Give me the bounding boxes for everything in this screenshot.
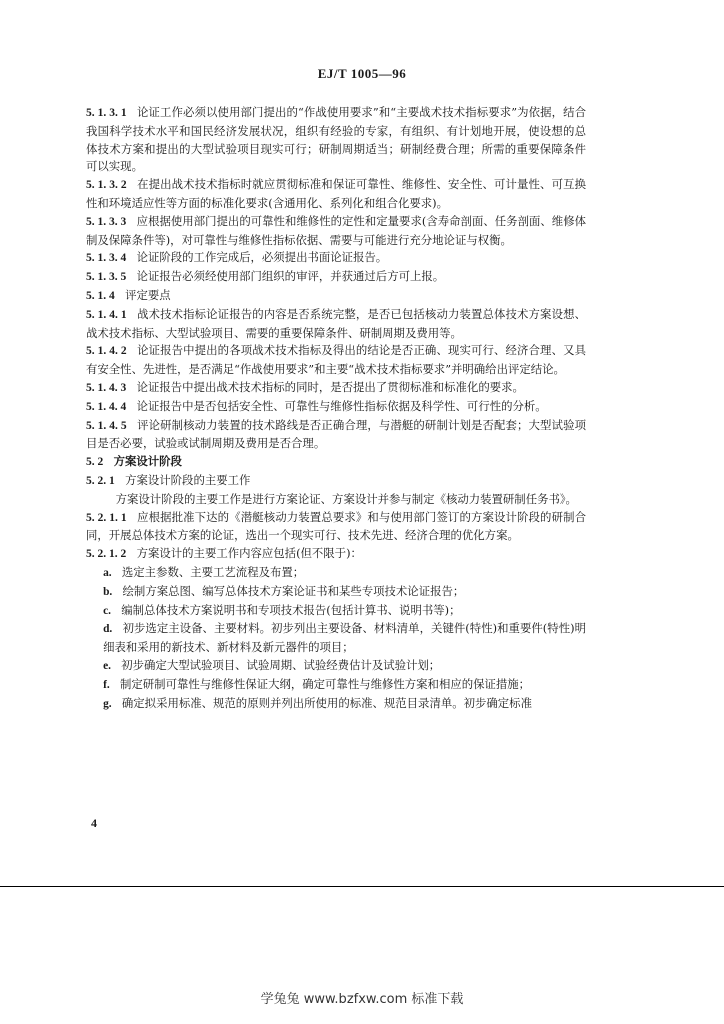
document-body [86, 104, 586, 713]
clause-5-1-3-5 [86, 268, 586, 287]
clause-number: 5. 1. 3. 2 [86, 179, 127, 192]
bottom-divider [0, 886, 724, 887]
clause-number: 5. 2. 1 [86, 474, 115, 487]
clause-number: 5. 1. 4. 2 [86, 345, 127, 358]
clause-number: 5. 1. 4. 1 [86, 308, 127, 321]
clause-number: 5. 1. 4. 5 [86, 419, 127, 432]
clause-text: 在提出战术技术指标时就应贯彻标准和保证可靠性、维修性、安全性、可计量性、可互换性和环境适应性等方面的标准化要求(含通用化、系列化和组合化要求)。 [86, 177, 586, 210]
watermark-footer: 学兔兔 www.bzfxw.com 标准下载 [260, 992, 464, 1007]
item-text: 初步确定大型试验项目、试验周期、试验经费估计及试验计划； [121, 657, 441, 672]
clause-5-1-4-4 [86, 398, 586, 417]
clause-text: 评论研制核动力装置的技术路线是否正确合理，与潜艇的研制计划是否配套；大型试验项目是否必要，试验或试制周期及费用是否合理。 [86, 417, 586, 451]
clause-text: 战术技术指标论证报告的内容是否系统完整，是否已包括核动力装置总体技术方案设想、战术技术指标、大型试验项目、需要的重要保障条件、研制周期及费用等。 [86, 306, 586, 340]
clause-text: 方案设计的主要工作内容应包括(但不限于)： [136, 546, 362, 561]
clause-number: 5. 1. 3. 5 [86, 271, 127, 284]
clause-text: 论证报告中是否包括安全性、可靠性与维修性指标依据及科学性、可行性的分析。 [136, 398, 547, 413]
list-item-a [86, 564, 586, 583]
item-text: 绘制方案总图、编写总体技术方案论证书和某些专项技术论证报告； [122, 583, 465, 598]
item-letter: b. [103, 585, 113, 598]
clause-text: 论证工作必须以使用部门提出的“作战使用要求”和“主要战术技术指标要求”为依据，结合我国科学技术水平和国民经济发展状况，组织有经验的专家，有组织、有计划地开展，使设想的总体技术方案和提出的大型试验项目现实可行；研制周期适当；研制经费合理；所需的重要保障条件可以实现。 [86, 105, 587, 174]
item-letter: d. [103, 623, 113, 636]
clause-text: 论证阶段的工作完成后，必须提出书面论证报告。 [136, 250, 388, 265]
item-text: 编制总体技术方案说明书和专项技术报告(包括计算书、说明书等)； [121, 602, 461, 617]
clause-5-1-4-3 [86, 379, 586, 398]
clause-text: 应根据批准下达的《潜艇核动力装置总要求》和与使用部门签订的方案设计阶段的研制合同，开展总体技术方案的论证，选出一个现实可行、技术先进、经济合理的优化方案。 [86, 509, 586, 543]
clause-number: 5. 1. 4 [86, 289, 115, 302]
clause-5-1-3-4 [86, 249, 586, 268]
section-number: 5. 2 [86, 456, 104, 469]
list-item-c [86, 602, 586, 621]
clause-5-2-1-heading [86, 472, 586, 491]
section-heading-text: 方案设计阶段 [113, 454, 182, 469]
section-intro-paragraph [86, 491, 586, 509]
item-letter: g. [103, 697, 112, 710]
clause-number: 5. 1. 4. 4 [86, 400, 127, 413]
clause-5-2-1-2 [86, 545, 586, 564]
item-text: 确定拟采用标准、规范的原则并列出所使用的标准、规范目录清单。初步确定标准 [121, 695, 532, 710]
item-text: 选定主参数、主要工艺流程及布置； [121, 564, 305, 579]
list-item-g [86, 695, 586, 714]
section-5-2-heading [86, 453, 586, 472]
clause-text: 论证报告必须经使用部门组织的审评，并获通过后方可上报。 [136, 269, 445, 284]
clause-heading-text: 评定要点 [125, 287, 171, 302]
item-letter: a. [103, 566, 112, 579]
clause-5-1-3-2 [86, 176, 586, 213]
list-item-f [86, 676, 586, 695]
clause-5-1-3-3 [86, 213, 586, 250]
paragraph-text: 方案设计阶段的主要工作是进行方案论证、方案设计并参与制定《核动力装置研制任务书》。 [115, 491, 577, 506]
clause-5-1-4-1 [86, 306, 586, 343]
clause-text: 应根据使用部门提出的可靠性和维修性的定性和定量要求(含寿命剖面、任务剖面、维修体制及保障条件等)，对可靠性与维修性指标依据、需要与可能进行充分地论证与权衡。 [86, 213, 587, 247]
clause-heading-text: 方案设计阶段的主要工作 [125, 472, 251, 487]
clause-5-1-4-5 [86, 417, 586, 454]
item-letter: c. [103, 604, 111, 617]
item-text: 初步选定主设备、主要材料。初步列出主要设备、材料清单，关键件(特性)和重要件(特性)明细表和采用的新技术、新材料及新元器件的项目； [103, 621, 586, 655]
clause-text: 论证报告中提出的各项战术技术指标及得出的结论是否正确、现实可行、经济合理、又具有安全性、先进性，是否满足“作战使用要求”和主要“战术技术指标要求”并明确给出评定结论。 [86, 343, 586, 377]
clause-5-2-1-1 [86, 509, 586, 546]
page-number: 4 [91, 816, 97, 830]
clause-number: 5. 2. 1. 1 [86, 511, 127, 524]
clause-number: 5. 1. 4. 3 [86, 381, 127, 394]
clause-5-1-4-2 [86, 342, 586, 379]
clause-5-1-3-1 [86, 104, 586, 176]
document-code-header: EJ/T 1005—96 [317, 66, 407, 81]
item-letter: e. [103, 659, 111, 672]
clause-5-1-4-heading [86, 287, 586, 306]
item-text: 制定研制可靠性与维修性保证大纲，确定可靠性与维修性方案和相应的保证措施； [120, 676, 531, 691]
clause-number: 5. 1. 3. 3 [86, 215, 127, 228]
list-item-d [86, 620, 586, 657]
item-letter: f. [103, 678, 110, 691]
clause-number: 5. 1. 3. 4 [86, 252, 127, 265]
list-item-e [86, 657, 586, 676]
clause-text: 论证报告中提出战术技术指标的同时，是否提出了贯彻标准和标准化的要求。 [136, 379, 524, 394]
clause-number: 5. 2. 1. 2 [86, 548, 127, 561]
list-item-b [86, 583, 586, 602]
clause-number: 5. 1. 3. 1 [86, 107, 127, 119]
